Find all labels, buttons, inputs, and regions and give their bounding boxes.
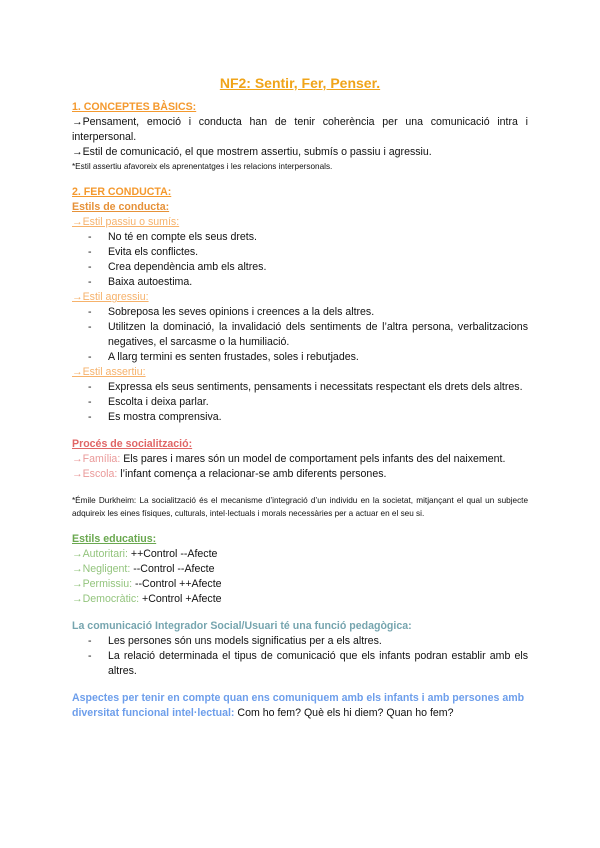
estil-educatiu-value: --Control --Afecte <box>130 563 215 575</box>
list-item: - La relació determinada el tipus de comunicació que els infants podran establir amb els altres. <box>72 649 528 679</box>
estil-assertiu-list <box>72 380 528 425</box>
integrador-list <box>72 634 528 679</box>
list-item: - Sobreposa les seves opinions i creences a la dels altres. <box>72 305 528 320</box>
estil-educatiu-item <box>72 562 528 577</box>
familia-text: Els pares i mares són un model de comportament pels infants des del naixement. <box>120 453 506 465</box>
section1-note: *Estil assertiu afavoreix els aprenentatges i les relacions interpersonals. <box>72 162 333 171</box>
estil-educatiu-value: ++Control --Afecte <box>127 548 218 560</box>
familia-label: →Família: <box>72 453 121 465</box>
escola-line <box>72 467 528 482</box>
integrador-heading: La comunicació Integrador Social/Usuari té una funció pedagògica: <box>72 620 412 632</box>
estil-educatiu-value: --Control ++Afecte <box>132 578 222 590</box>
socialitzacio-heading: Procés de socialització: <box>72 438 193 450</box>
list-item: - Es mostra comprensiva. <box>72 410 528 425</box>
estil-assertiu-label: →Estil assertiu: <box>72 366 146 378</box>
estil-passiu-list <box>72 230 528 290</box>
section1-line2: →Estil de comunicació, el que mostrem assertiu, submís o passiu i agressiu. <box>72 146 432 158</box>
estil-educatiu-label: →Democràtic: <box>72 593 140 605</box>
aspectes-text: Com ho fem? Què els hi diem? Quan ho fem? <box>234 707 454 719</box>
estil-passiu-label: →Estil passiu o sumís: <box>72 216 180 228</box>
estil-agressiu-label: →Estil agressiu: <box>72 291 149 303</box>
aspectes-paragraph <box>72 691 528 721</box>
aspectes-heading: Aspectes per tenir en compte quan ens comuniquem amb els infants i amb persones amb diversitat funcional intel·lectual: <box>72 692 525 719</box>
page-title: NF2: Sentir, Fer, Penser. <box>219 75 381 91</box>
section1-line1: →Pensament, emoció i conducta han de tenir coherència per una comunicació intra i interpersonal. <box>72 116 528 143</box>
familia-line <box>72 452 528 467</box>
estil-agressiu-list <box>72 305 528 365</box>
estil-educatiu-label: →Permissiu: <box>72 578 133 590</box>
list-item: - Crea dependència amb els altres. <box>72 260 528 275</box>
section2-subheading: Estils de conducta: <box>72 201 170 213</box>
estils-educatius-heading: Estils educatius: <box>72 533 157 545</box>
list-item: - Expressa els seus sentiments, pensaments i necessitats respectant els drets dels altres. <box>72 380 528 395</box>
section2-heading: 2. FER CONDUCTA: <box>72 186 172 198</box>
list-item: - Evita els conflictes. <box>72 245 528 260</box>
list-item: - No té en compte els seus drets. <box>72 230 528 245</box>
escola-label: →Escola: <box>72 468 118 480</box>
list-item: - Utilitzen la dominació, la invalidació dels sentiments de l’altra persona, verbalitzacions negatives, el sarcasme o la humiliació. <box>72 320 528 350</box>
list-item: - Escolta i deixa parlar. <box>72 395 528 410</box>
estil-educatiu-item <box>72 547 528 562</box>
estil-educatiu-item <box>72 577 528 592</box>
list-item: - Baixa autoestima. <box>72 275 528 290</box>
estil-educatiu-label: →Negligent: <box>72 563 131 575</box>
estil-educatiu-item <box>72 592 528 607</box>
list-item: - A llarg termini es senten frustades, soles i rebutjades. <box>72 350 528 365</box>
escola-text: l’infant comença a relacionar-se amb diferents persones. <box>117 468 387 480</box>
list-item: - Les persones són uns models significatius per a els altres. <box>72 634 528 649</box>
estil-educatiu-value: +Control +Afecte <box>139 593 222 605</box>
durkheim-note: *Émile Durkheim: La socialització és el mecanisme d’integració d’un individu en la societat, mitjançant el qual un subjecte adquireix les eines físiques, culturals, intel·lectuals i morals necessàries per a actuar en el seu si. <box>72 496 528 518</box>
estil-educatiu-label: →Autoritari: <box>72 548 128 560</box>
section1-heading: 1. CONCEPTES BÀSICS: <box>72 101 197 113</box>
